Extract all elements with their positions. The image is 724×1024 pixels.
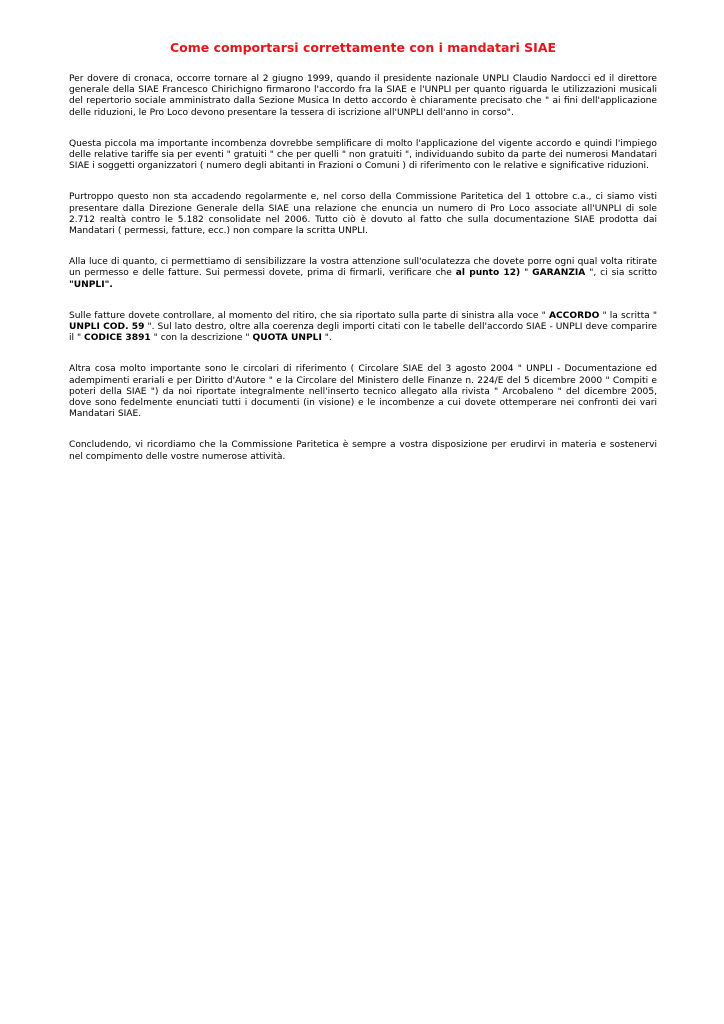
bold-text: CODICE 3891 bbox=[84, 333, 151, 344]
paragraph-1 bbox=[69, 74, 657, 119]
paragraph-text: ". Sul lato destro, oltre alla coerenza degli importi citati con le tabelle dell'accordo SIAE - UNPLI deve comparire il " bbox=[69, 322, 657, 344]
paragraph-3 bbox=[69, 192, 657, 237]
paragraph-text: Concludendo, vi ricordiamo che la Commissione Paritetica è sempre a vostra disposizione per erudirvi in materia e sostenervi nel compimento delle vostre numerose attività. bbox=[69, 440, 657, 462]
paragraph-6 bbox=[69, 364, 657, 420]
paragraph-2 bbox=[69, 139, 657, 173]
paragraph-text: ". bbox=[321, 333, 332, 344]
document-title: Come comportarsi correttamente con i mandatari SIAE bbox=[169, 40, 557, 55]
paragraph-text: Questa piccola ma importante incombenza dovrebbe semplificare di molto l'applicazione del vigente accordo e quindi l'impiego delle relative tariffe sia per eventi " gratuiti " che per quelli " non gratuiti ", individuando subito da parte dei numerosi Mandatari SIAE i soggetti organizzatori ( numero degli abitanti in Frazioni o Comuni ) di riferimento con le relative e significative riduzioni. bbox=[69, 138, 657, 172]
paragraph-text: Per dovere di cronaca, occorre tornare al 2 giugno 1999, quando il presidente nazionale UNPLI Claudio Nardocci ed il direttore generale della SIAE Francesco Chirichigno firmarono l'accordo fra la SIAE e l'UNPLI per quanto riguarda le utilizzazioni musicali del repertorio sociale amministrato dalla Sezione Musica In detto accordo è chiaramente precisato che " ai fini dell'applicazione delle riduzioni, le Pro Loco devono presentare la tessera di iscrizione all'UNPLI dell'anno in corso". bbox=[69, 74, 657, 118]
paragraph-text: Alla luce di quanto, ci permettiamo di sensibilizzare la vostra attenzione sull'oculatezza che dovete porre ogni qual volta ritirate un permesso e delle fatture. Sui permessi dovete, prima di firmarli, verificare che bbox=[69, 257, 657, 279]
paragraph-text: " la scritta " bbox=[599, 310, 658, 321]
paragraph-7 bbox=[69, 440, 657, 462]
paragraph-text: Purtroppo questo non sta accadendo regolarmente e, nel corso della Commissione Paritetica del 1 ottobre c.a., ci siamo visti presentare dalla Direzione Generale della SIAE una relazione che enuncia un numero di Pro Loco associate all'UNPLI di sole 2.712 realtà contro le 5.182 consolidate nel 2006. Tutto ciò è dovuto al fatto che sulla documentazione SIAE prodotta dai Mandatari ( permessi, fatture, ecc.) non compare la scritta UNPLI. bbox=[69, 192, 657, 237]
paragraph-5 bbox=[69, 311, 657, 345]
paragraph-text: Altra cosa molto importante sono le circolari di riferimento ( Circolare SIAE del 3 agosto 2004 " UNPLI - Documentazione ed adempimenti erariali e per Diritto d'Autore " e la Circolare del Ministero delle Finanze n. 224/E del 5 dicembre 2000 " Compiti e poteri della SIAE ") da noi riportate integralmente nell'inserto tecnico allegato alla rivista " Arcobaleno " del dicembre 2005, dove sono fedelmente enunciati tutti i documenti (in visione) e le incombenze a cui dovete ottemperare nei confronti dei vari Mandatari SIAE. bbox=[69, 364, 657, 420]
paragraph-text: ", ci sia scritto bbox=[585, 268, 658, 279]
bold-text: UNPLI COD. 59 bbox=[69, 322, 145, 333]
paragraph-4 bbox=[69, 257, 657, 291]
bold-text: ACCORDO bbox=[548, 310, 600, 321]
paragraph-text: Sulle fatture dovete controllare, al momento del ritiro, che sia riportato sulla parte di sinistra alla voce " bbox=[69, 310, 549, 321]
bold-text: al punto 12) bbox=[455, 268, 521, 279]
bold-text: "UNPLI". bbox=[69, 279, 113, 290]
document-page bbox=[69, 40, 657, 483]
paragraph-text: " bbox=[520, 268, 533, 279]
paragraph-text: " con la descrizione " bbox=[150, 333, 253, 344]
bold-text: GARANZIA bbox=[532, 268, 586, 279]
bold-text: QUOTA UNPLI bbox=[252, 333, 322, 344]
